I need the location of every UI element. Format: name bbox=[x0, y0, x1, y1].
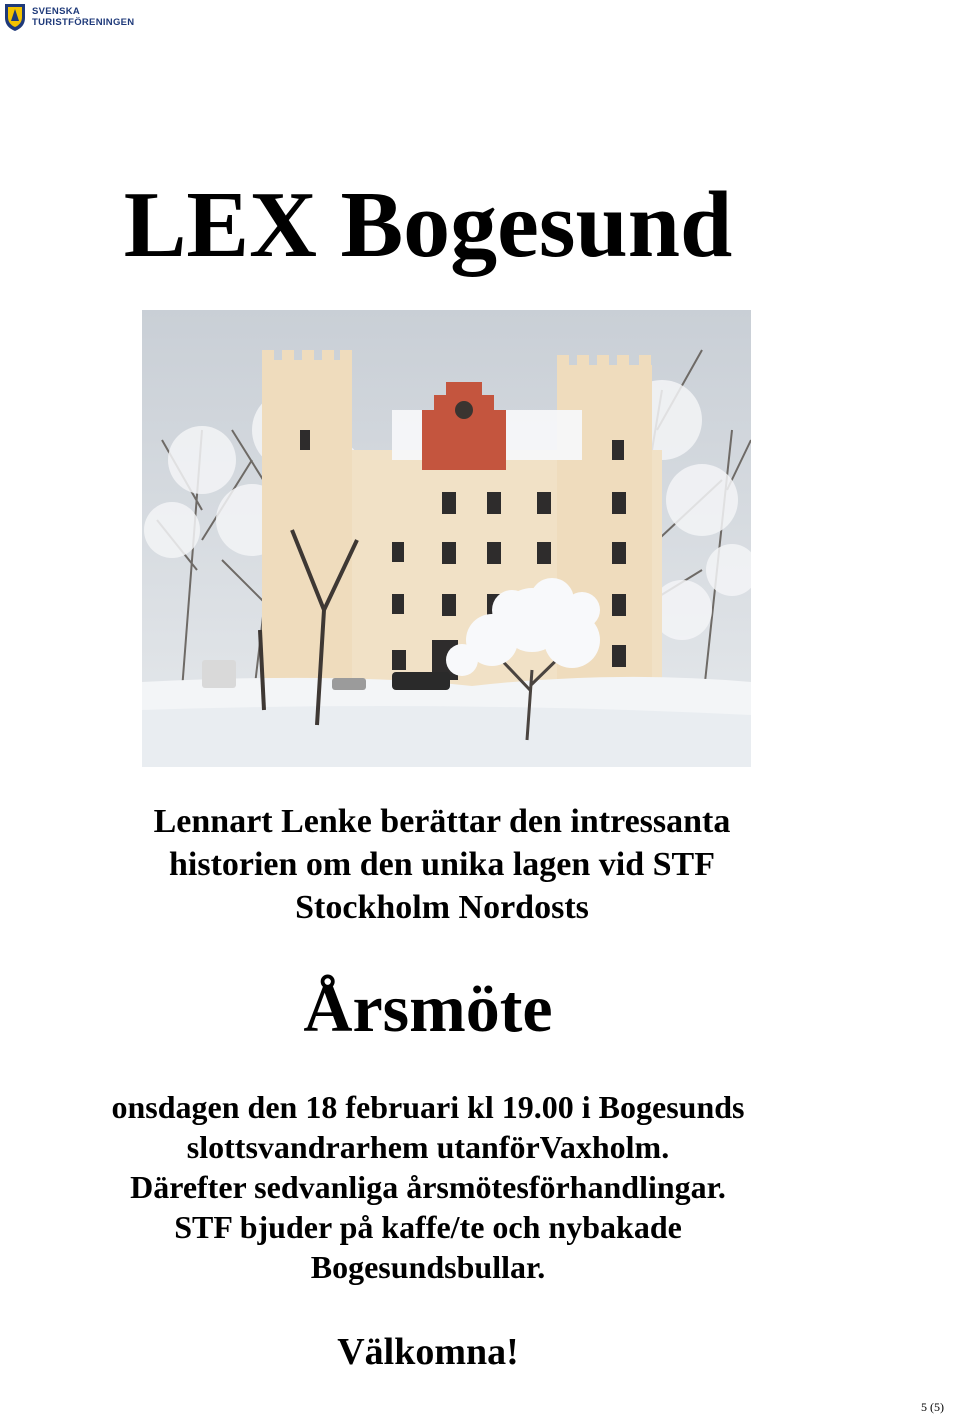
logo-line-1: SVENSKA bbox=[32, 6, 81, 17]
details-line-1: onsdagen den 18 februari kl 19.00 i Bogesunds bbox=[111, 1089, 745, 1125]
intro-text bbox=[0, 800, 884, 929]
welcome-text: Välkomna! bbox=[337, 1331, 519, 1373]
page-title: LEX Bogesund bbox=[123, 173, 733, 277]
intro-line-2: historien om den unika lagen vid STF bbox=[168, 846, 715, 883]
stf-emblem-icon bbox=[2, 2, 28, 32]
stf-logo bbox=[2, 2, 134, 32]
details-line-2: slottsvandrarhem utanförVaxholm. bbox=[186, 1129, 670, 1165]
details-line-3: Därefter sedvanliga årsmötesförhandlingar. bbox=[130, 1169, 726, 1205]
page-number: 5 (5) bbox=[921, 1400, 944, 1414]
details-line-5: Bogesundsbullar. bbox=[310, 1249, 546, 1285]
castle-winter-photo bbox=[142, 310, 751, 767]
intro-line-1: Lennart Lenke berättar den intressanta bbox=[153, 803, 731, 840]
details-line-4: STF bjuder på kaffe/te och nybakade bbox=[174, 1209, 682, 1245]
meeting-details bbox=[0, 1087, 856, 1287]
logo-line-2: TURISTFÖRENINGEN bbox=[32, 17, 135, 28]
intro-line-3: Stockholm Nordosts bbox=[295, 889, 589, 926]
section-heading: Årsmöte bbox=[303, 970, 553, 1046]
logo-wordmark bbox=[32, 6, 134, 28]
